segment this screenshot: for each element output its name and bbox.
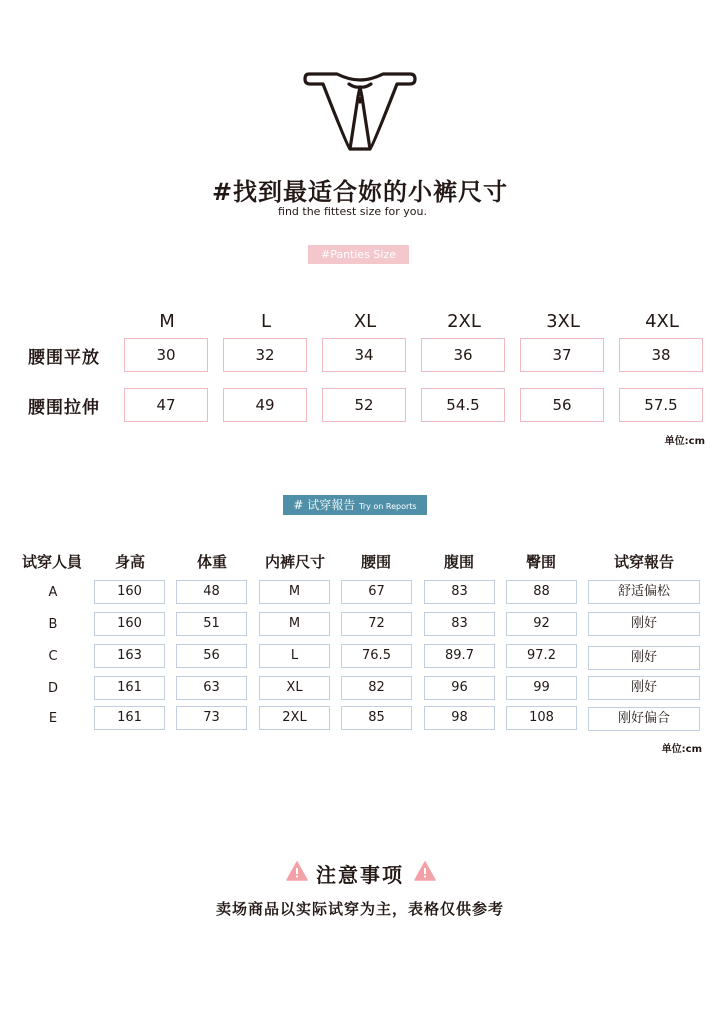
panties-size-badge: #Panties Size <box>308 245 409 264</box>
notice-text: 卖场商品以实际试穿为主，表格仅供参考 <box>215 900 504 918</box>
size-row-label: 腰围平放 <box>28 348 100 368</box>
report-header-hip: 臀围 <box>525 553 556 571</box>
report-cell-report: 刚好 <box>588 676 700 700</box>
size-cell: 52 <box>322 388 406 422</box>
report-header-weight: 体重 <box>196 553 227 571</box>
report-cell-height: 163 <box>94 644 165 668</box>
report-person: B <box>48 617 58 632</box>
report-cell-report: 刚好 <box>588 646 700 670</box>
report-unit-label: 单位:cm <box>661 744 702 755</box>
report-cell-hip: 92 <box>506 612 577 636</box>
size-header-xl: XL <box>353 311 377 332</box>
size-cell: 57.5 <box>619 388 703 422</box>
report-cell-abdomen: 89.7 <box>424 644 495 668</box>
report-cell-height: 161 <box>94 706 165 730</box>
report-cell-waist: 76.5 <box>341 644 412 668</box>
report-cell-abdomen: 83 <box>424 580 495 604</box>
size-cell: 38 <box>619 338 703 372</box>
size-header-l: L <box>260 311 272 332</box>
report-cell-waist: 72 <box>341 612 412 636</box>
report-header-person: 试穿人員 <box>21 553 82 571</box>
report-header-waist: 腰围 <box>360 553 391 571</box>
report-person: A <box>48 585 58 600</box>
warning-icon <box>414 861 436 881</box>
page-title: #找到最适合妳的小裤尺寸 <box>211 178 509 206</box>
report-cell-weight: 56 <box>176 644 247 668</box>
report-header-report: 试穿報告 <box>613 553 674 571</box>
report-cell-height: 160 <box>94 612 165 636</box>
size-header-m: M <box>159 311 175 332</box>
report-cell-size: M <box>259 580 330 604</box>
try-on-badge-subtitle: Try on Reports <box>359 502 417 511</box>
report-cell-report: 舒适偏松 <box>588 580 700 604</box>
panties-icon <box>303 72 417 152</box>
report-cell-weight: 63 <box>176 676 247 700</box>
report-cell-size: XL <box>259 676 330 700</box>
report-cell-weight: 73 <box>176 706 247 730</box>
size-cell: 47 <box>124 388 208 422</box>
report-cell-hip: 88 <box>506 580 577 604</box>
size-cell: 32 <box>223 338 307 372</box>
report-header-size: 内裤尺寸 <box>264 553 325 571</box>
try-on-report-badge <box>283 495 427 515</box>
report-cell-hip: 97.2 <box>506 644 577 668</box>
report-cell-report: 刚好 <box>588 612 700 636</box>
size-header-2xl: 2XL <box>447 311 481 332</box>
try-on-badge-title: # 试穿報告 <box>293 498 356 512</box>
size-cell: 30 <box>124 338 208 372</box>
size-cell: 34 <box>322 338 406 372</box>
size-cell: 37 <box>520 338 604 372</box>
report-cell-height: 160 <box>94 580 165 604</box>
report-cell-size: L <box>259 644 330 668</box>
report-cell-waist: 82 <box>341 676 412 700</box>
report-cell-hip: 108 <box>506 706 577 730</box>
report-cell-abdomen: 83 <box>424 612 495 636</box>
report-cell-waist: 67 <box>341 580 412 604</box>
page-subtitle: find the fittest size for you. <box>278 205 427 218</box>
report-cell-abdomen: 98 <box>424 706 495 730</box>
report-cell-size: M <box>259 612 330 636</box>
size-row-label: 腰围拉伸 <box>28 398 100 418</box>
report-header-height: 身高 <box>114 553 145 571</box>
report-cell-report: 刚好偏合 <box>588 707 700 731</box>
report-header-abdomen: 腹围 <box>443 553 474 571</box>
report-cell-size: 2XL <box>259 706 330 730</box>
notice-title: 注意事项 <box>316 863 404 887</box>
report-cell-waist: 85 <box>341 706 412 730</box>
size-cell: 49 <box>223 388 307 422</box>
size-cell: 56 <box>520 388 604 422</box>
size-cell: 54.5 <box>421 388 505 422</box>
report-cell-weight: 51 <box>176 612 247 636</box>
report-cell-abdomen: 96 <box>424 676 495 700</box>
report-cell-weight: 48 <box>176 580 247 604</box>
report-person: D <box>47 681 58 696</box>
report-cell-height: 161 <box>94 676 165 700</box>
report-person: E <box>48 711 58 726</box>
size-header-4xl: 4XL <box>645 311 679 332</box>
size-cell: 36 <box>421 338 505 372</box>
size-unit-label: 单位:cm <box>664 436 705 447</box>
report-cell-hip: 99 <box>506 676 577 700</box>
size-header-3xl: 3XL <box>546 311 580 332</box>
report-person: C <box>48 649 58 664</box>
